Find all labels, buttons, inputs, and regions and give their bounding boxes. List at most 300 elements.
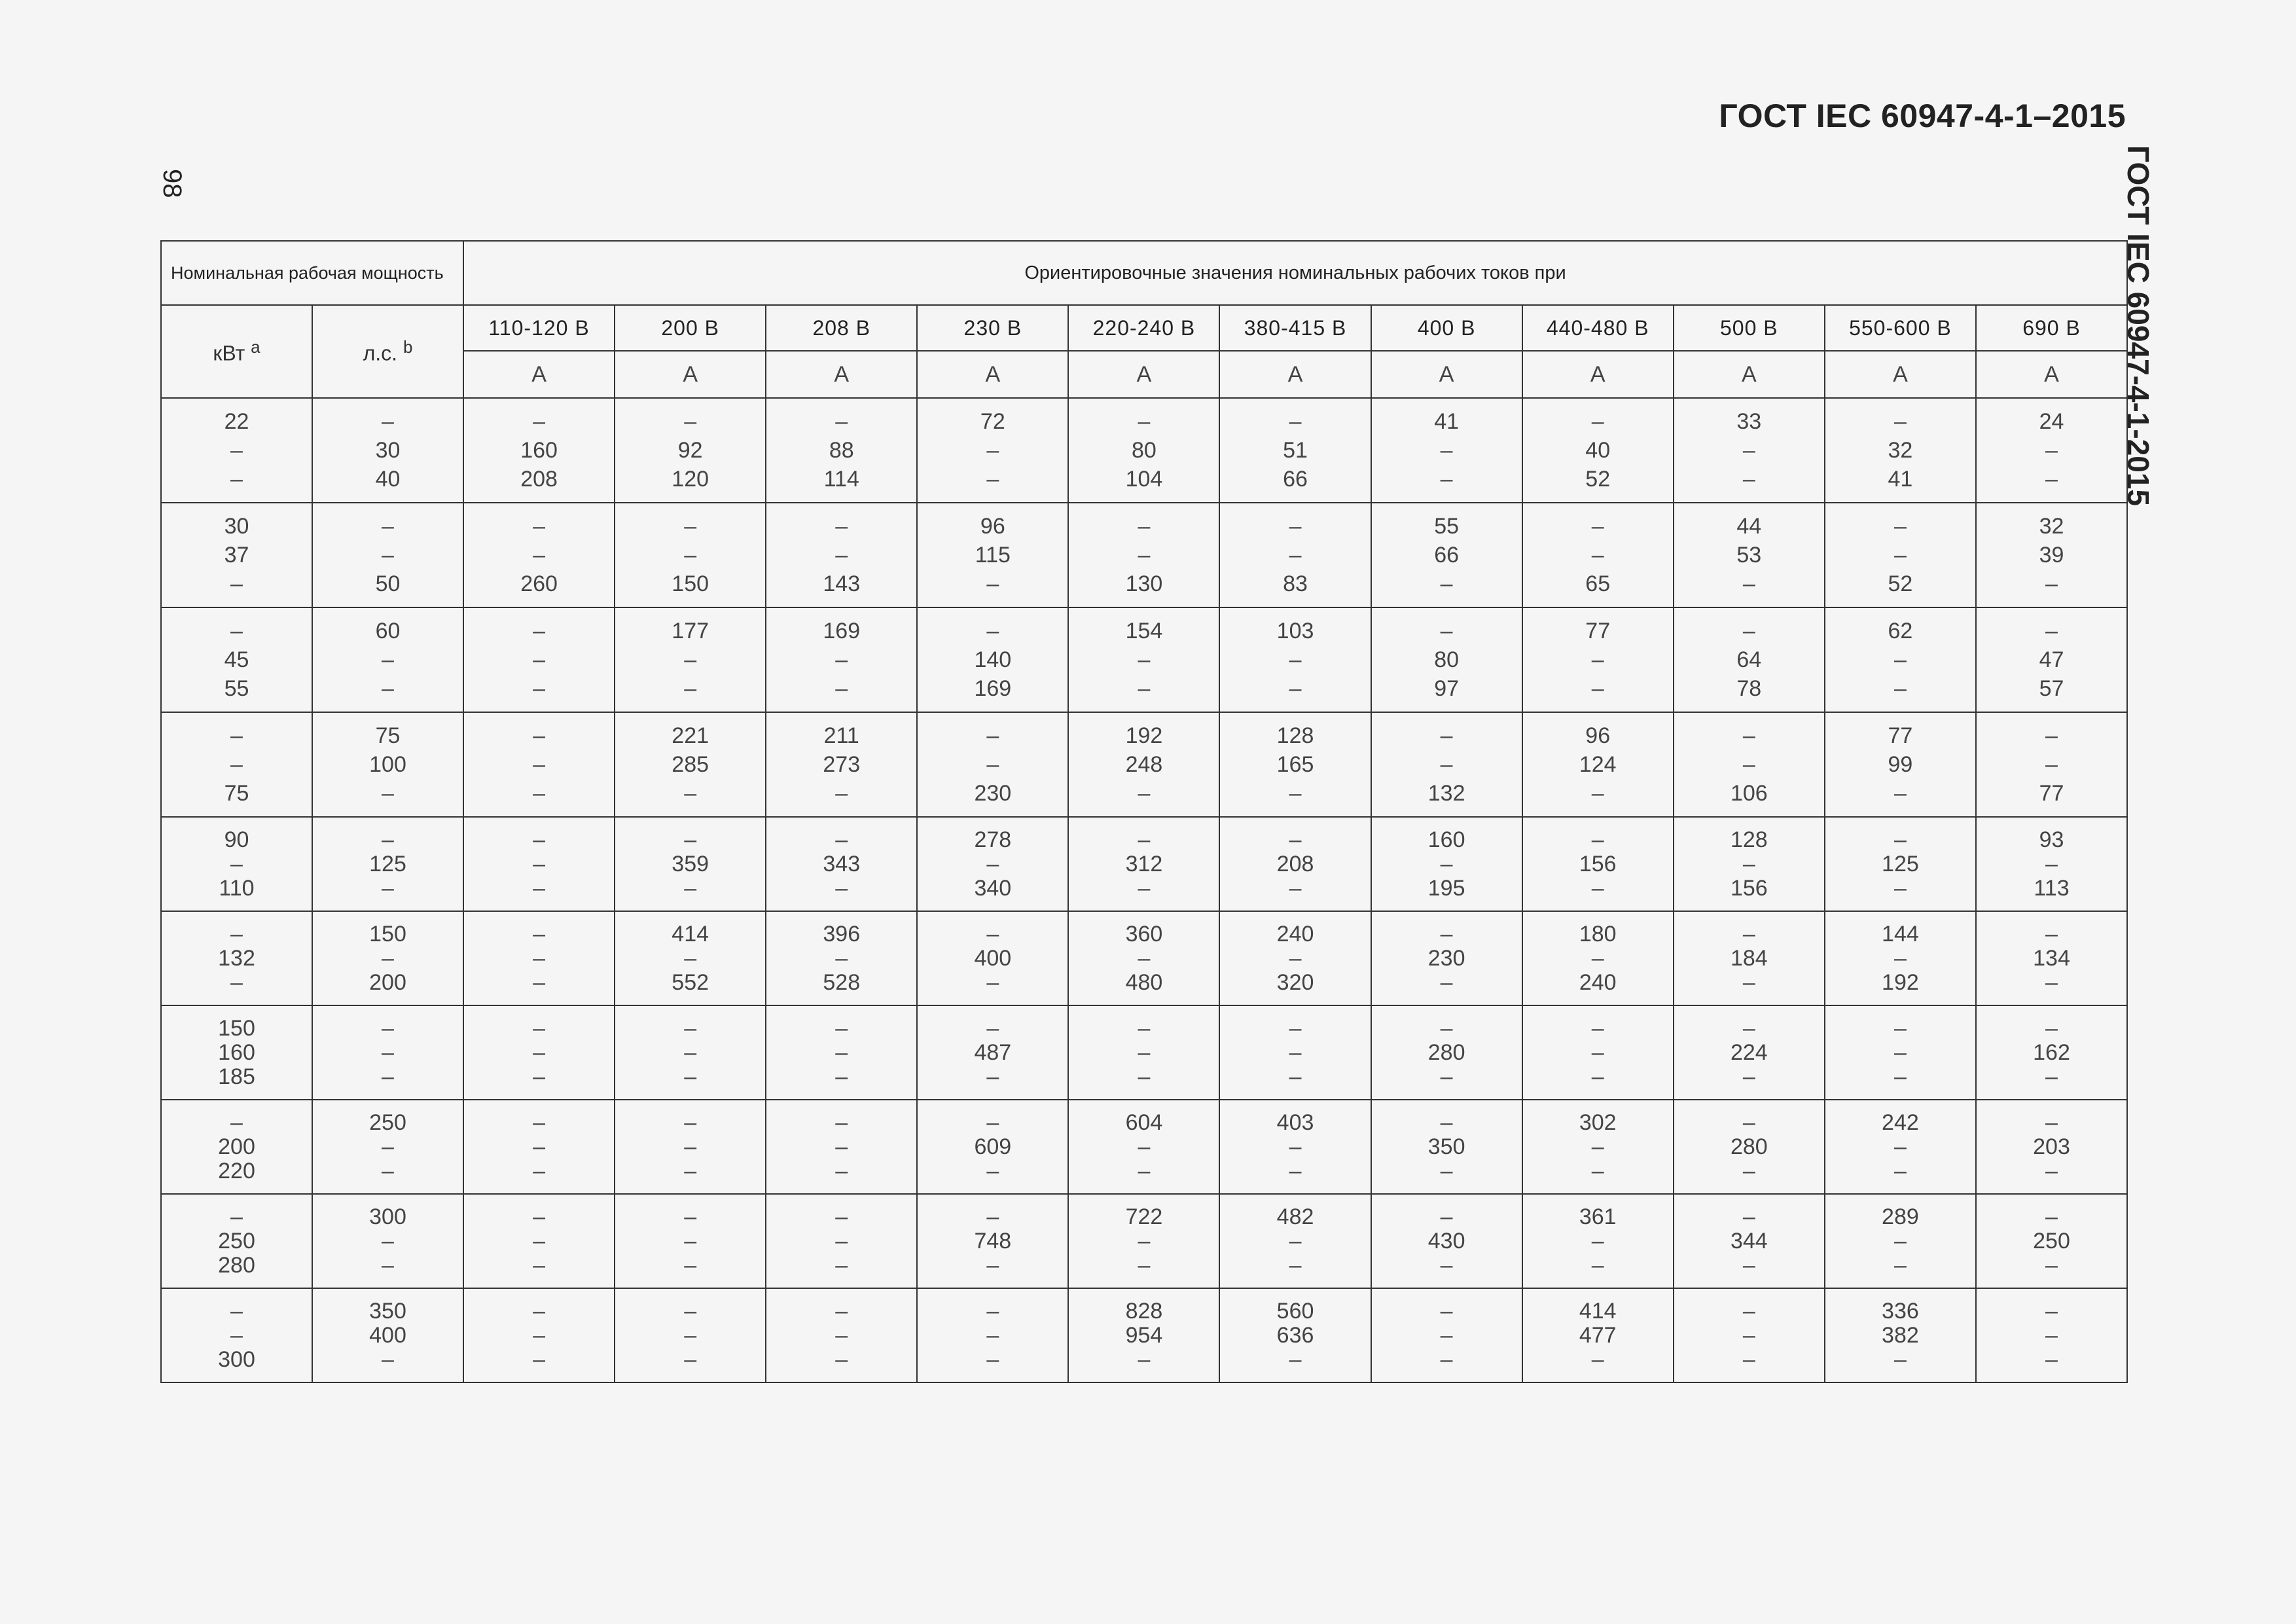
cell-value: 115 — [975, 543, 1011, 568]
table-cell — [1522, 1288, 1674, 1382]
cell-value: – — [2045, 1204, 2058, 1229]
cell-value: – — [1591, 1015, 1604, 1041]
cell-value: 30 — [375, 438, 401, 463]
cell-value: – — [835, 1346, 848, 1372]
cell-value: 130 — [1125, 571, 1163, 596]
cell-value: – — [1289, 1158, 1302, 1183]
cell-value: – — [835, 1298, 848, 1324]
cell-value: – — [1893, 1158, 1907, 1183]
cell-value: 41 — [1888, 467, 1913, 492]
cell-value: – — [382, 875, 394, 901]
table-cell — [463, 398, 615, 503]
cell-value: 221 — [672, 723, 709, 748]
cell-value: – — [1742, 1158, 1755, 1183]
table-cell — [1674, 398, 1825, 503]
cell-value: 150 — [218, 1015, 255, 1041]
cell-value: – — [382, 514, 394, 539]
cell-value: – — [2045, 1015, 2058, 1041]
cell-value: – — [533, 1015, 546, 1041]
cell-value: – — [533, 647, 546, 672]
unit-header: А — [1219, 351, 1371, 398]
cell-value: 240 — [1579, 969, 1617, 995]
table-cell — [161, 503, 312, 607]
cell-value: 75 — [375, 723, 401, 748]
table-cell — [1068, 712, 1219, 817]
table-cell — [1371, 503, 1522, 607]
table-cell — [1825, 1005, 1976, 1100]
table-cell — [1371, 1100, 1522, 1194]
cell-value: – — [1893, 676, 1907, 701]
cell-value: – — [835, 543, 848, 568]
cell-value: 482 — [1276, 1204, 1314, 1229]
cell-value: – — [382, 1039, 394, 1065]
cell-value: – — [1893, 1064, 1907, 1089]
unit-header: А — [1522, 351, 1674, 398]
cell-value: – — [1742, 1346, 1755, 1372]
cell-value: 156 — [1579, 851, 1617, 876]
table-cell — [463, 503, 615, 607]
cell-value: – — [533, 827, 546, 852]
cell-value: – — [533, 781, 546, 806]
cell-value: 722 — [1125, 1204, 1163, 1229]
cell-value: – — [684, 875, 697, 901]
cell-value: 80 — [1132, 438, 1157, 463]
cell-value: – — [684, 1110, 697, 1135]
cell-value: – — [230, 467, 243, 492]
cell-value: 192 — [1125, 723, 1163, 748]
table-cell — [917, 398, 1068, 503]
cell-value: – — [230, 619, 243, 643]
unit-header: А — [1371, 351, 1522, 398]
cell-value: – — [1893, 1228, 1907, 1254]
cell-value: 33 — [1736, 409, 1762, 434]
cell-value: 280 — [1730, 1134, 1768, 1159]
table-cell — [1522, 712, 1674, 817]
cell-value: – — [1289, 1064, 1302, 1089]
voltage-header: 690 В — [1976, 305, 2127, 351]
table-cell — [1371, 911, 1522, 1005]
cell-value: – — [1289, 647, 1302, 672]
table-cell — [766, 1288, 917, 1382]
cell-value: 55 — [1434, 514, 1460, 539]
table-cell — [312, 712, 463, 817]
cell-value: – — [1138, 514, 1151, 539]
table-cell — [312, 911, 463, 1005]
cell-value: 78 — [1736, 676, 1762, 701]
cell-value: – — [1138, 1228, 1151, 1254]
cell-value: – — [533, 875, 546, 901]
cell-value: – — [1440, 752, 1453, 777]
cell-value: – — [1591, 827, 1604, 852]
cell-value: – — [1138, 1015, 1151, 1041]
voltage-header: 200 В — [615, 305, 766, 351]
table-cell — [1522, 1100, 1674, 1194]
cell-value: – — [1742, 1298, 1755, 1324]
table-cell — [1371, 817, 1522, 911]
cell-value: – — [1893, 945, 1907, 971]
cell-value: – — [835, 676, 848, 701]
cell-value: – — [986, 438, 999, 463]
cell-value: 343 — [823, 851, 861, 876]
cell-value: 75 — [224, 781, 249, 806]
unit-header: А — [615, 351, 766, 398]
table-cell — [312, 503, 463, 607]
cell-value: – — [835, 1039, 848, 1065]
cell-value: – — [1138, 1064, 1151, 1089]
table-cell — [917, 1194, 1068, 1288]
cell-value: – — [1591, 1064, 1604, 1089]
table-cell — [1976, 503, 2127, 607]
cell-value: – — [382, 543, 394, 568]
cell-value: 40 — [1585, 438, 1611, 463]
cell-value: – — [533, 514, 546, 539]
cell-value: 55 — [224, 676, 249, 701]
cell-value: – — [986, 571, 999, 596]
table-cell — [615, 817, 766, 911]
cell-value: – — [1440, 1064, 1453, 1089]
cell-value: – — [2045, 1322, 2058, 1348]
table-cell — [1976, 1005, 2127, 1100]
table-cell — [1219, 398, 1371, 503]
cell-value: 604 — [1125, 1110, 1163, 1135]
cell-value: 162 — [2033, 1039, 2070, 1065]
cell-value: – — [533, 619, 546, 643]
cell-value: – — [986, 969, 999, 995]
cell-value: – — [1289, 543, 1302, 568]
document-header: ГОСТ IEC 60947-4-1–2015 — [1719, 98, 2126, 134]
cell-value: 180 — [1579, 921, 1617, 947]
cell-value: – — [684, 1298, 697, 1324]
table-cell — [1522, 1005, 1674, 1100]
cell-value: – — [230, 969, 243, 995]
cell-value: – — [684, 409, 697, 434]
table-cell — [312, 1005, 463, 1100]
cell-value: 487 — [974, 1039, 1012, 1065]
cell-value: 336 — [1882, 1298, 1919, 1324]
cell-value: – — [533, 969, 546, 995]
cell-value: – — [1591, 543, 1604, 568]
table-cell — [917, 817, 1068, 911]
cell-value: 100 — [369, 752, 406, 777]
cell-value: 99 — [1888, 752, 1913, 777]
cell-value: 72 — [980, 409, 1005, 434]
cell-value: – — [1591, 945, 1604, 971]
cell-value: 184 — [1730, 945, 1768, 971]
table-cell — [766, 1005, 917, 1100]
cell-value: – — [382, 945, 394, 971]
cell-value: – — [1289, 1228, 1302, 1254]
cell-value: – — [1440, 723, 1453, 748]
table-cell — [1674, 911, 1825, 1005]
cell-value: – — [1138, 945, 1151, 971]
table-cell — [161, 817, 312, 911]
table-cell — [766, 817, 917, 911]
cell-value: 350 — [1427, 1134, 1465, 1159]
table-cell — [463, 607, 615, 712]
cell-value: 51 — [1283, 438, 1308, 463]
cell-value: – — [1138, 1346, 1151, 1372]
cell-value: 114 — [823, 467, 859, 492]
cell-value: – — [1893, 409, 1907, 434]
cell-value: 302 — [1579, 1110, 1617, 1135]
cell-value: 125 — [1882, 851, 1919, 876]
cell-value: – — [533, 1039, 546, 1065]
cell-value: – — [533, 676, 546, 701]
cell-value: 113 — [2034, 875, 2070, 901]
table-cell — [161, 1288, 312, 1382]
cell-value: 250 — [218, 1228, 255, 1254]
cell-value: – — [684, 543, 697, 568]
cell-value: 106 — [1730, 781, 1768, 806]
cell-value: 24 — [2039, 409, 2064, 434]
cell-value: – — [533, 543, 546, 568]
cell-value: 52 — [1888, 571, 1913, 596]
cell-value: – — [1440, 467, 1453, 492]
table-cell — [917, 1100, 1068, 1194]
cell-value: 396 — [823, 921, 861, 947]
cell-value: – — [1440, 1158, 1453, 1183]
table-cell — [1825, 1194, 1976, 1288]
cell-value: 169 — [974, 676, 1012, 701]
cell-value: 400 — [974, 945, 1012, 971]
cell-value: – — [1138, 827, 1151, 852]
cell-value: – — [382, 1064, 394, 1089]
table-cell — [766, 911, 917, 1005]
cell-value: 65 — [1585, 571, 1611, 596]
cell-value: – — [986, 1110, 999, 1135]
table-cell — [1674, 1288, 1825, 1382]
cell-value: – — [382, 1015, 394, 1041]
cell-value: 480 — [1125, 969, 1163, 995]
cell-value: – — [533, 1158, 546, 1183]
hp-column-header — [312, 305, 463, 398]
cell-value: – — [835, 1158, 848, 1183]
table-cell — [615, 911, 766, 1005]
cell-value: 97 — [1434, 676, 1460, 701]
cell-value: 828 — [1125, 1298, 1163, 1324]
cell-value: – — [986, 467, 999, 492]
cell-value: 32 — [2039, 514, 2064, 539]
table-row — [161, 607, 2127, 712]
cell-value: 240 — [1276, 921, 1314, 947]
table-cell — [766, 607, 917, 712]
table-cell — [312, 607, 463, 712]
cell-value: 185 — [218, 1064, 255, 1089]
cell-value: – — [835, 1015, 848, 1041]
cell-value: – — [986, 921, 999, 947]
cell-value: – — [1440, 1204, 1453, 1229]
cell-value: 359 — [672, 851, 709, 876]
cell-value: – — [533, 1322, 546, 1348]
cell-value: – — [835, 781, 848, 806]
voltage-header: 208 В — [766, 305, 917, 351]
table-cell — [615, 712, 766, 817]
cell-value: 134 — [2033, 945, 2070, 971]
cell-value: 128 — [1276, 723, 1314, 748]
cell-value: – — [230, 1298, 243, 1324]
table-cell — [161, 1100, 312, 1194]
cell-value: – — [382, 676, 394, 701]
cell-value: – — [230, 921, 243, 947]
cell-value: 230 — [974, 781, 1012, 806]
cell-value: 80 — [1434, 647, 1460, 672]
table-cell — [312, 817, 463, 911]
cell-value: 430 — [1427, 1228, 1465, 1254]
table-cell — [1674, 607, 1825, 712]
cell-value: 90 — [224, 827, 249, 852]
table-cell — [161, 911, 312, 1005]
cell-value: – — [2045, 467, 2058, 492]
table-cell — [463, 1100, 615, 1194]
cell-value: 200 — [369, 969, 406, 995]
cell-value: 53 — [1736, 543, 1762, 568]
cell-value: – — [533, 1298, 546, 1324]
cell-value: 32 — [1888, 438, 1913, 463]
table-cell — [1219, 911, 1371, 1005]
table-cell — [1825, 817, 1976, 911]
table-cell — [1219, 1005, 1371, 1100]
cell-value: – — [1591, 1346, 1604, 1372]
cell-value: 320 — [1276, 969, 1314, 995]
voltage-header: 550-600 В — [1825, 305, 1976, 351]
cell-value: – — [1440, 1110, 1453, 1135]
cell-value: – — [835, 945, 848, 971]
cell-value: – — [835, 1204, 848, 1229]
cell-value: – — [1138, 781, 1151, 806]
table-cell — [161, 1194, 312, 1288]
cell-value: – — [1591, 781, 1604, 806]
cell-value: – — [533, 723, 546, 748]
cell-value: 150 — [369, 921, 406, 947]
cell-value: – — [1440, 619, 1453, 643]
table-cell — [1976, 607, 2127, 712]
cell-value: – — [1138, 1134, 1151, 1159]
table-cell — [312, 1288, 463, 1382]
cell-value: – — [1742, 1015, 1755, 1041]
cell-value: 125 — [369, 851, 406, 876]
cell-value: – — [382, 409, 394, 434]
cell-value: 41 — [1434, 409, 1460, 434]
cell-value: 560 — [1276, 1298, 1314, 1324]
cell-value: – — [230, 1204, 243, 1229]
cell-value: – — [684, 1039, 697, 1065]
cell-value: 45 — [224, 647, 249, 672]
cell-value: – — [1138, 1252, 1151, 1278]
cell-value: – — [230, 723, 243, 748]
cell-value: – — [533, 1110, 546, 1135]
table-cell — [1219, 1288, 1371, 1382]
kw-label: кВт — [213, 341, 245, 365]
cell-value: – — [1289, 1015, 1302, 1041]
cell-value: – — [382, 1228, 394, 1254]
cell-value: – — [533, 1134, 546, 1159]
cell-value: 50 — [375, 571, 401, 596]
side-document-title: ГОСТ IEC 60947-4-1-2015 — [2121, 145, 2155, 507]
table-cell — [615, 1100, 766, 1194]
table-cell — [1825, 398, 1976, 503]
cell-value: – — [1289, 827, 1302, 852]
cell-value: – — [1138, 409, 1151, 434]
table-cell — [766, 712, 917, 817]
cell-value: – — [1893, 827, 1907, 852]
table-cell — [1976, 1288, 2127, 1382]
cell-value: – — [2045, 619, 2058, 643]
cell-value: 636 — [1276, 1322, 1314, 1348]
cell-value: – — [1893, 1015, 1907, 1041]
unit-header: А — [766, 351, 917, 398]
table-cell — [766, 1100, 917, 1194]
table-cell — [463, 1194, 615, 1288]
cell-value: – — [1893, 875, 1907, 901]
cell-value: – — [684, 1015, 697, 1041]
cell-value: 278 — [974, 827, 1012, 852]
voltage-header: 500 В — [1674, 305, 1825, 351]
cell-value: 200 — [218, 1134, 255, 1159]
cell-value: 250 — [2033, 1228, 2070, 1254]
cell-value: 177 — [672, 619, 709, 643]
cell-value: 211 — [823, 723, 859, 748]
cell-value: – — [1893, 781, 1907, 806]
cell-value: 208 — [1276, 851, 1314, 876]
voltage-header: 230 В — [917, 305, 1068, 351]
cell-value: – — [1440, 1346, 1453, 1372]
cell-value: 154 — [1125, 619, 1163, 643]
table-cell — [1825, 911, 1976, 1005]
cell-value: – — [986, 1158, 999, 1183]
cell-value: 165 — [1276, 752, 1314, 777]
cell-value: – — [684, 945, 697, 971]
cell-value: – — [1742, 969, 1755, 995]
cell-value: – — [533, 1252, 546, 1278]
table-cell — [1068, 1005, 1219, 1100]
table-cell — [1825, 1100, 1976, 1194]
cell-value: – — [1591, 647, 1604, 672]
kw-column-header — [161, 305, 312, 398]
cell-value: – — [835, 1110, 848, 1135]
cell-value: – — [1289, 1039, 1302, 1065]
table-cell — [1219, 712, 1371, 817]
table-cell — [1976, 398, 2127, 503]
table-cell — [1825, 712, 1976, 817]
cell-value: – — [2045, 921, 2058, 947]
cell-value: – — [1591, 676, 1604, 701]
table-cell — [1371, 712, 1522, 817]
cell-value: 132 — [1427, 781, 1465, 806]
table-cell — [463, 817, 615, 911]
cell-value: 30 — [224, 514, 249, 539]
table-cell — [917, 1005, 1068, 1100]
cell-value: – — [986, 1064, 999, 1089]
cell-value: 203 — [2033, 1134, 2070, 1159]
table-cell — [1068, 503, 1219, 607]
cell-value: 382 — [1882, 1322, 1919, 1348]
cell-value: 66 — [1434, 543, 1460, 568]
rated-currents-table — [160, 240, 2128, 1383]
cell-value: – — [1289, 945, 1302, 971]
cell-value: – — [1742, 921, 1755, 947]
table-cell — [463, 911, 615, 1005]
table-cell — [463, 1288, 615, 1382]
cell-value: – — [835, 1134, 848, 1159]
cell-value: 224 — [1730, 1039, 1768, 1065]
cell-value: – — [382, 827, 394, 852]
table-cell — [1825, 607, 1976, 712]
cell-value: – — [1138, 676, 1151, 701]
cell-value: 250 — [369, 1110, 406, 1135]
cell-value: – — [1440, 571, 1453, 596]
table-cell — [1825, 503, 1976, 607]
cell-value: 144 — [1882, 921, 1919, 947]
